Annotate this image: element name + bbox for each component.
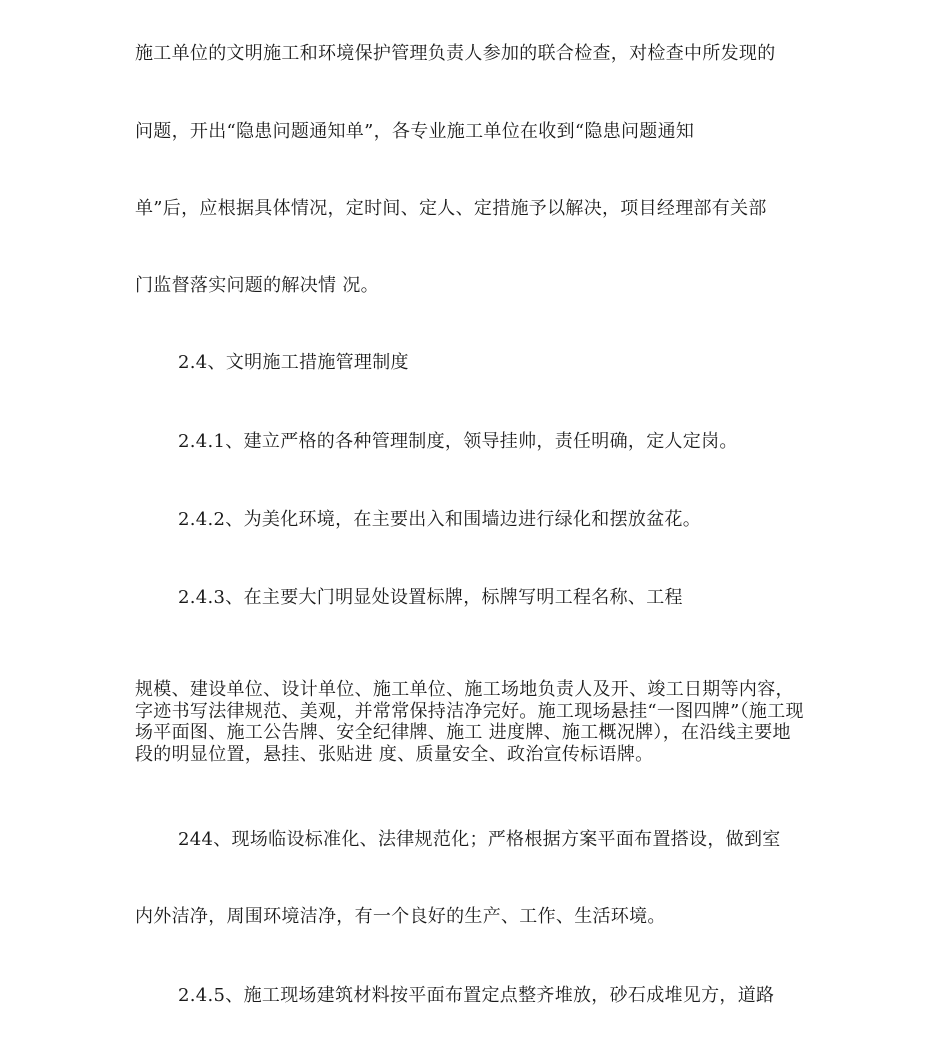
- paragraph-line: 内外洁净，周围环境洁净，有一个良好的生产、工作、生活环境。: [135, 906, 666, 927]
- paragraph-line: 门监督落实问题的解决情 况。: [135, 275, 379, 296]
- section-heading: 2.4、文明施工措施管理制度: [178, 352, 409, 373]
- paragraph-line: 施工单位的文明施工和环境保护管理负责人参加的联合检查，对检查中所发现的: [135, 43, 776, 64]
- paragraph-line: 2.4.1、建立严格的各种管理制度，领导挂帅，责任明确，定人定岗。: [178, 431, 738, 452]
- paragraph-line: 2.4.5、施工现场建筑材料按平面布置定点整齐堆放，砂石成堆见方，道路: [178, 985, 775, 1006]
- paragraph-line: 244、现场临设标准化、法律规范化；严格根据方案平面布置搭设，做到室: [178, 829, 781, 850]
- paragraph-block: 规模、建设单位、设计单位、施工单位、施工场地负责人及开、竣工日期等内容，字迹书写法律规范、美观，并常常保持洁净完好。施工现场悬挂“一图四牌”（施工现场平面图、施工公告牌、安全纪律牌、施工 进度牌、施工概况牌），在沿线主要地段的明显位置，悬挂、张贴进 度、质量安全、政治宣传标语牌。: [135, 679, 804, 765]
- paragraph-line: 单”后，应根据具体情况，定时间、定人、定措施予以解决，项目经理部有关部: [135, 198, 767, 219]
- paragraph-line: 2.4.3、在主要大门明显处设置标牌，标牌写明工程名称、工程: [178, 587, 683, 608]
- paragraph-line: 问题，开出“隐患问题通知单”，各专业施工单位在收到“隐患问题通知: [135, 121, 695, 142]
- paragraph-line: 2.4.2、为美化环境，在主要出入和围墙边进行绿化和摆放盆花。: [178, 509, 702, 530]
